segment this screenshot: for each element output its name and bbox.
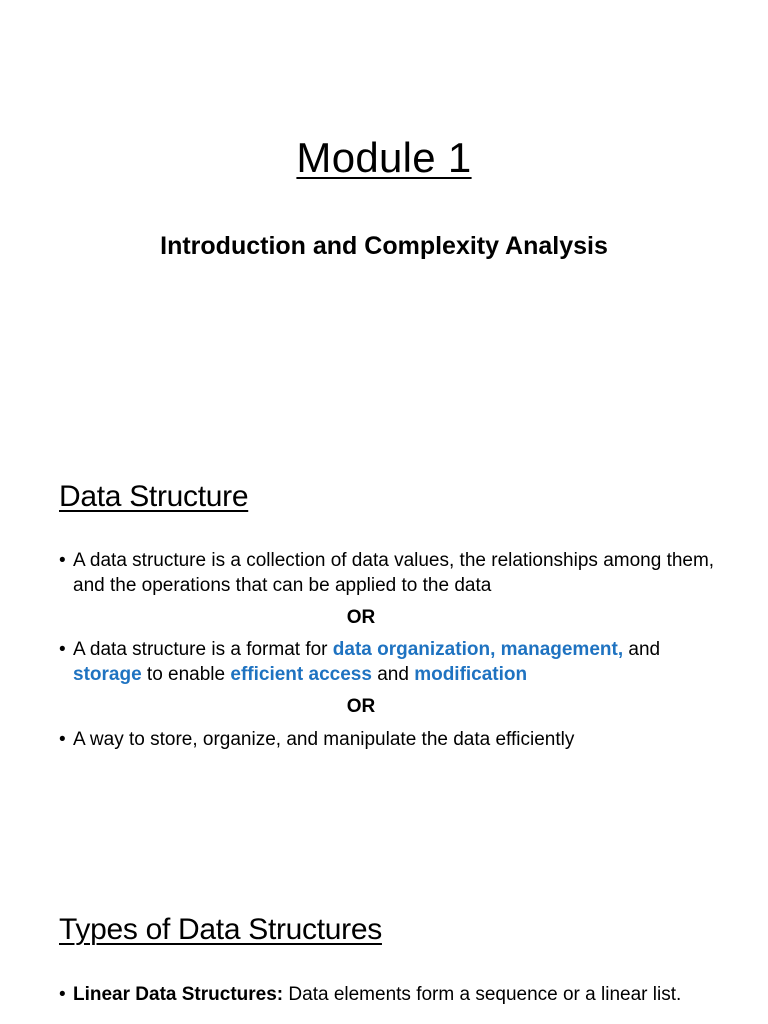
bullet-text: and xyxy=(623,639,661,660)
section-heading-data-structure xyxy=(59,479,248,515)
bullet-text: A way to store, organize, and manipulate the data efficiently xyxy=(73,729,575,750)
bullet-dot-icon xyxy=(59,638,73,663)
bullet-dot-icon xyxy=(59,983,73,1008)
section-heading-text: Types of Data Structures xyxy=(59,913,382,946)
module-subtitle: Introduction and Complexity Analysis xyxy=(160,232,608,260)
bullet-text: and xyxy=(371,663,415,685)
bullet-item xyxy=(59,983,719,1008)
section-heading-text: Data Structure xyxy=(59,480,249,513)
bullet-text: A data structure is a format for xyxy=(73,639,333,660)
bullet-item xyxy=(59,638,719,687)
bullet-item xyxy=(59,549,719,598)
or-separator: OR xyxy=(346,607,376,628)
highlight-text: modification xyxy=(414,663,528,685)
bullet-bold-label: Linear Data Structures: xyxy=(73,984,284,1005)
bullet-dot-icon xyxy=(59,728,73,753)
module-title-text: Module 1 xyxy=(296,134,472,181)
highlight-text: storage xyxy=(73,663,142,685)
or-separator: OR xyxy=(346,696,376,717)
module-title xyxy=(0,134,768,182)
bullet-text: to enable xyxy=(141,663,231,685)
bullet-item xyxy=(59,728,719,753)
highlight-text: efficient access xyxy=(230,663,372,685)
bullet-text: A data structure is a collection of data values, the relationships among them, and the operations that can be applied to the data xyxy=(73,550,715,596)
bullet-dot-icon xyxy=(59,549,73,574)
section-heading-types xyxy=(59,912,382,948)
highlight-text: data organization, management, xyxy=(332,639,624,660)
bullet-text: Data elements form a sequence or a linear list. xyxy=(283,984,682,1005)
